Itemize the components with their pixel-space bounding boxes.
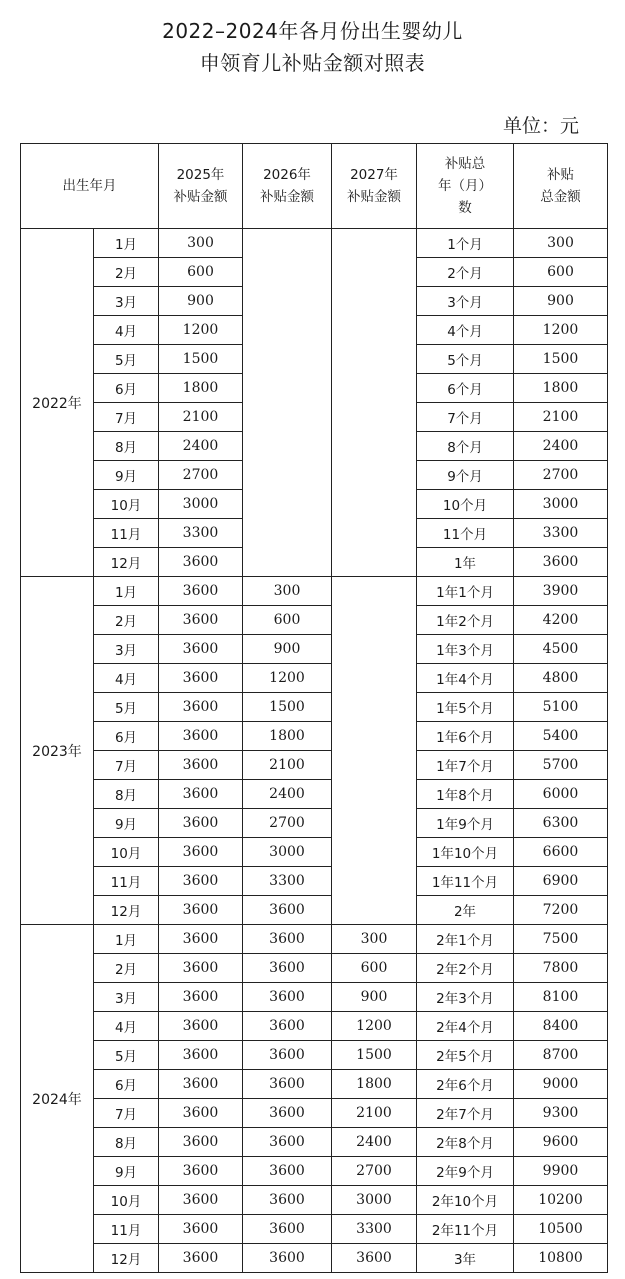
duration-cell: 1年3个月 [417, 635, 514, 664]
amount-2026-cell: 3600 [243, 1215, 332, 1244]
amount-2026-cell: 300 [243, 577, 332, 606]
month-cell: 3月 [94, 635, 159, 664]
month-cell: 8月 [94, 432, 159, 461]
total-cell: 3900 [514, 577, 608, 606]
month-cell: 4月 [94, 1012, 159, 1041]
duration-cell: 1年8个月 [417, 780, 514, 809]
total-cell: 7200 [514, 896, 608, 925]
month-cell: 1月 [94, 925, 159, 954]
amount-2026-cell: 3600 [243, 896, 332, 925]
unit-label: 单位：元 [503, 115, 580, 137]
month-cell: 6月 [94, 374, 159, 403]
duration-cell: 1年11个月 [417, 867, 514, 896]
amount-2025-cell: 2700 [159, 461, 243, 490]
table-row [21, 722, 608, 751]
duration-cell: 2年11个月 [417, 1215, 514, 1244]
total-cell: 1500 [514, 345, 608, 374]
amount-2025-cell: 3600 [159, 1215, 243, 1244]
duration-cell: 2年7个月 [417, 1099, 514, 1128]
table-row [21, 635, 608, 664]
amount-2025-cell: 2100 [159, 403, 243, 432]
table-row [21, 1244, 608, 1273]
table-row [21, 809, 608, 838]
amount-2027-cell: 3600 [332, 1244, 417, 1273]
total-cell: 5100 [514, 693, 608, 722]
amount-2025-cell: 3600 [159, 722, 243, 751]
amount-2025-cell: 600 [159, 258, 243, 287]
month-cell: 2月 [94, 606, 159, 635]
table-row [21, 1099, 608, 1128]
duration-cell: 2年10个月 [417, 1186, 514, 1215]
amount-2027-cell: 1800 [332, 1070, 417, 1099]
year-cell: 2023年 [21, 577, 94, 925]
amount-2025-cell: 3600 [159, 983, 243, 1012]
amount-2026-cell: 3600 [243, 1157, 332, 1186]
amount-2026-cell: 600 [243, 606, 332, 635]
amount-2027-cell: 2700 [332, 1157, 417, 1186]
title-line-1: 2022–2024年各月份出生婴幼儿 [162, 19, 463, 43]
month-cell: 7月 [94, 751, 159, 780]
duration-cell: 2年8个月 [417, 1128, 514, 1157]
amount-2025-cell: 3600 [159, 954, 243, 983]
table-row [21, 1128, 608, 1157]
amount-2025-cell: 3600 [159, 780, 243, 809]
amount-2026-cell: 3600 [243, 1099, 332, 1128]
amount-2025-cell: 3300 [159, 519, 243, 548]
amount-2025-cell: 3600 [159, 1128, 243, 1157]
amount-2026-cell: 1800 [243, 722, 332, 751]
amount-2025-cell: 3600 [159, 577, 243, 606]
header-row [21, 144, 608, 229]
amount-2025-cell: 2400 [159, 432, 243, 461]
amount-2025-cell: 3600 [159, 693, 243, 722]
duration-cell: 2年4个月 [417, 1012, 514, 1041]
total-cell: 8700 [514, 1041, 608, 1070]
month-cell: 12月 [94, 548, 159, 577]
amount-2026-cell: 3600 [243, 1244, 332, 1273]
amount-2027-empty-cell [332, 577, 417, 925]
amount-2025-cell: 3600 [159, 1041, 243, 1070]
header-2027-line2: 补贴金额 [347, 189, 401, 205]
header-duration-line3: 数 [458, 200, 472, 216]
duration-cell: 2年1个月 [417, 925, 514, 954]
amount-2025-cell: 3600 [159, 925, 243, 954]
duration-cell: 2年6个月 [417, 1070, 514, 1099]
year-cell: 2022年 [21, 229, 94, 577]
title-line-2: 申领育儿补贴金额对照表 [199, 51, 426, 75]
month-cell: 4月 [94, 664, 159, 693]
total-cell: 1800 [514, 374, 608, 403]
amount-2027-cell: 3000 [332, 1186, 417, 1215]
amount-2025-cell: 3600 [159, 1012, 243, 1041]
amount-2026-cell: 2700 [243, 809, 332, 838]
month-cell: 11月 [94, 519, 159, 548]
amount-2027-cell: 1200 [332, 1012, 417, 1041]
table-row [21, 780, 608, 809]
total-cell: 10500 [514, 1215, 608, 1244]
duration-cell: 10个月 [417, 490, 514, 519]
header-2027 [332, 144, 417, 229]
amount-2025-cell: 3600 [159, 1099, 243, 1128]
duration-cell: 2年2个月 [417, 954, 514, 983]
total-cell: 9000 [514, 1070, 608, 1099]
total-cell: 9600 [514, 1128, 608, 1157]
month-cell: 9月 [94, 1157, 159, 1186]
total-cell: 10200 [514, 1186, 608, 1215]
table-row [21, 896, 608, 925]
amount-2026-cell: 2400 [243, 780, 332, 809]
amount-2025-cell: 3000 [159, 490, 243, 519]
table-row [21, 838, 608, 867]
amount-2026-cell: 1200 [243, 664, 332, 693]
total-cell: 1200 [514, 316, 608, 345]
month-cell: 6月 [94, 1070, 159, 1099]
amount-2025-cell: 300 [159, 229, 243, 258]
amount-2025-cell: 3600 [159, 548, 243, 577]
amount-2026-empty-cell [243, 229, 332, 577]
month-cell: 3月 [94, 983, 159, 1012]
amount-2027-cell: 2400 [332, 1128, 417, 1157]
amount-2025-cell: 3600 [159, 1186, 243, 1215]
table-row [21, 751, 608, 780]
table-row [21, 1041, 608, 1070]
month-cell: 4月 [94, 316, 159, 345]
amount-2025-cell: 900 [159, 287, 243, 316]
duration-cell: 1个月 [417, 229, 514, 258]
header-2026-line1: 2026年 [263, 167, 311, 183]
total-cell: 9900 [514, 1157, 608, 1186]
month-cell: 6月 [94, 722, 159, 751]
amount-2025-cell: 3600 [159, 1070, 243, 1099]
duration-cell: 1年10个月 [417, 838, 514, 867]
duration-cell: 7个月 [417, 403, 514, 432]
duration-cell: 5个月 [417, 345, 514, 374]
month-cell: 9月 [94, 809, 159, 838]
amount-2027-cell: 300 [332, 925, 417, 954]
month-cell: 3月 [94, 287, 159, 316]
duration-cell: 2年 [417, 896, 514, 925]
header-total-line1: 补贴 [547, 167, 574, 183]
duration-cell: 1年6个月 [417, 722, 514, 751]
duration-cell: 11个月 [417, 519, 514, 548]
amount-2025-cell: 3600 [159, 1157, 243, 1186]
amount-2025-cell: 1200 [159, 316, 243, 345]
amount-2027-cell: 900 [332, 983, 417, 1012]
duration-cell: 6个月 [417, 374, 514, 403]
duration-cell: 1年2个月 [417, 606, 514, 635]
amount-2025-cell: 3600 [159, 867, 243, 896]
amount-2027-cell: 1500 [332, 1041, 417, 1070]
table-row [21, 1012, 608, 1041]
table-row [21, 925, 608, 954]
header-2025-line2: 补贴金额 [173, 189, 228, 205]
amount-2025-cell: 3600 [159, 664, 243, 693]
total-cell: 7800 [514, 954, 608, 983]
amount-2027-cell: 2100 [332, 1099, 417, 1128]
amount-2027-cell: 600 [332, 954, 417, 983]
duration-cell: 4个月 [417, 316, 514, 345]
header-2027-line1: 2027年 [350, 167, 398, 183]
month-cell: 7月 [94, 1099, 159, 1128]
duration-cell: 1年 [417, 548, 514, 577]
header-birth: 出生年月 [21, 144, 159, 229]
total-cell: 10800 [514, 1244, 608, 1273]
total-cell: 3300 [514, 519, 608, 548]
month-cell: 11月 [94, 867, 159, 896]
duration-cell: 1年4个月 [417, 664, 514, 693]
amount-2025-cell: 3600 [159, 809, 243, 838]
total-cell: 9300 [514, 1099, 608, 1128]
duration-cell: 8个月 [417, 432, 514, 461]
month-cell: 8月 [94, 780, 159, 809]
amount-2026-cell: 3600 [243, 1128, 332, 1157]
amount-2025-cell: 3600 [159, 635, 243, 664]
duration-cell: 1年9个月 [417, 809, 514, 838]
subsidy-table [20, 143, 608, 1273]
amount-2026-cell: 2100 [243, 751, 332, 780]
month-cell: 10月 [94, 1186, 159, 1215]
month-cell: 5月 [94, 693, 159, 722]
header-duration-line2: 年（月） [438, 178, 492, 194]
month-cell: 5月 [94, 345, 159, 374]
duration-cell: 2年3个月 [417, 983, 514, 1012]
total-cell: 5700 [514, 751, 608, 780]
amount-2026-cell: 3600 [243, 1012, 332, 1041]
total-cell: 2700 [514, 461, 608, 490]
total-cell: 4800 [514, 664, 608, 693]
amount-2026-cell: 1500 [243, 693, 332, 722]
header-duration [417, 144, 514, 229]
amount-2026-cell: 3600 [243, 1070, 332, 1099]
header-total-line2: 总金额 [540, 189, 581, 205]
table-row [21, 954, 608, 983]
month-cell: 12月 [94, 1244, 159, 1273]
month-cell: 2月 [94, 258, 159, 287]
month-cell: 2月 [94, 954, 159, 983]
amount-2027-empty-cell [332, 229, 417, 577]
amount-2025-cell: 3600 [159, 838, 243, 867]
month-cell: 7月 [94, 403, 159, 432]
month-cell: 12月 [94, 896, 159, 925]
table-row [21, 1215, 608, 1244]
header-2025 [159, 144, 243, 229]
amount-2026-cell: 3600 [243, 925, 332, 954]
table-row [21, 693, 608, 722]
amount-2026-cell: 3300 [243, 867, 332, 896]
amount-2026-cell: 3600 [243, 1186, 332, 1215]
total-cell: 2400 [514, 432, 608, 461]
duration-cell: 2年9个月 [417, 1157, 514, 1186]
total-cell: 600 [514, 258, 608, 287]
total-cell: 4200 [514, 606, 608, 635]
total-cell: 6900 [514, 867, 608, 896]
duration-cell: 1年5个月 [417, 693, 514, 722]
table-row [21, 664, 608, 693]
amount-2025-cell: 1800 [159, 374, 243, 403]
total-cell: 300 [514, 229, 608, 258]
total-cell: 6300 [514, 809, 608, 838]
amount-2025-cell: 3600 [159, 896, 243, 925]
header-2025-line1: 2025年 [176, 167, 225, 183]
total-cell: 8100 [514, 983, 608, 1012]
total-cell: 2100 [514, 403, 608, 432]
duration-cell: 2个月 [417, 258, 514, 287]
table-row [21, 577, 608, 606]
month-cell: 5月 [94, 1041, 159, 1070]
amount-2027-cell: 3300 [332, 1215, 417, 1244]
month-cell: 1月 [94, 577, 159, 606]
total-cell: 6000 [514, 780, 608, 809]
amount-2025-cell: 1500 [159, 345, 243, 374]
total-cell: 8400 [514, 1012, 608, 1041]
total-cell: 900 [514, 287, 608, 316]
total-cell: 5400 [514, 722, 608, 751]
amount-2026-cell: 3600 [243, 983, 332, 1012]
amount-2026-cell: 900 [243, 635, 332, 664]
total-cell: 4500 [514, 635, 608, 664]
header-total [514, 144, 608, 229]
table-row [21, 1157, 608, 1186]
amount-2026-cell: 3600 [243, 1041, 332, 1070]
duration-cell: 2年5个月 [417, 1041, 514, 1070]
total-cell: 7500 [514, 925, 608, 954]
duration-cell: 3个月 [417, 287, 514, 316]
header-2026-line2: 补贴金额 [260, 189, 314, 205]
month-cell: 9月 [94, 461, 159, 490]
duration-cell: 1年7个月 [417, 751, 514, 780]
month-cell: 11月 [94, 1215, 159, 1244]
table-row [21, 1070, 608, 1099]
duration-cell: 9个月 [417, 461, 514, 490]
month-cell: 1月 [94, 229, 159, 258]
table-row [21, 867, 608, 896]
header-duration-line1: 补贴总 [444, 156, 486, 172]
header-2026 [243, 144, 332, 229]
total-cell: 3000 [514, 490, 608, 519]
month-cell: 8月 [94, 1128, 159, 1157]
month-cell: 10月 [94, 838, 159, 867]
amount-2026-cell: 3000 [243, 838, 332, 867]
month-cell: 10月 [94, 490, 159, 519]
amount-2025-cell: 3600 [159, 606, 243, 635]
total-cell: 6600 [514, 838, 608, 867]
amount-2025-cell: 3600 [159, 1244, 243, 1273]
amount-2026-cell: 3600 [243, 954, 332, 983]
amount-2025-cell: 3600 [159, 751, 243, 780]
table-row [21, 229, 608, 258]
table-row [21, 606, 608, 635]
table-body [21, 229, 608, 1273]
duration-cell: 1年1个月 [417, 577, 514, 606]
total-cell: 3600 [514, 548, 608, 577]
year-cell: 2024年 [21, 925, 94, 1273]
table-row [21, 1186, 608, 1215]
table-row [21, 983, 608, 1012]
duration-cell: 3年 [417, 1244, 514, 1273]
